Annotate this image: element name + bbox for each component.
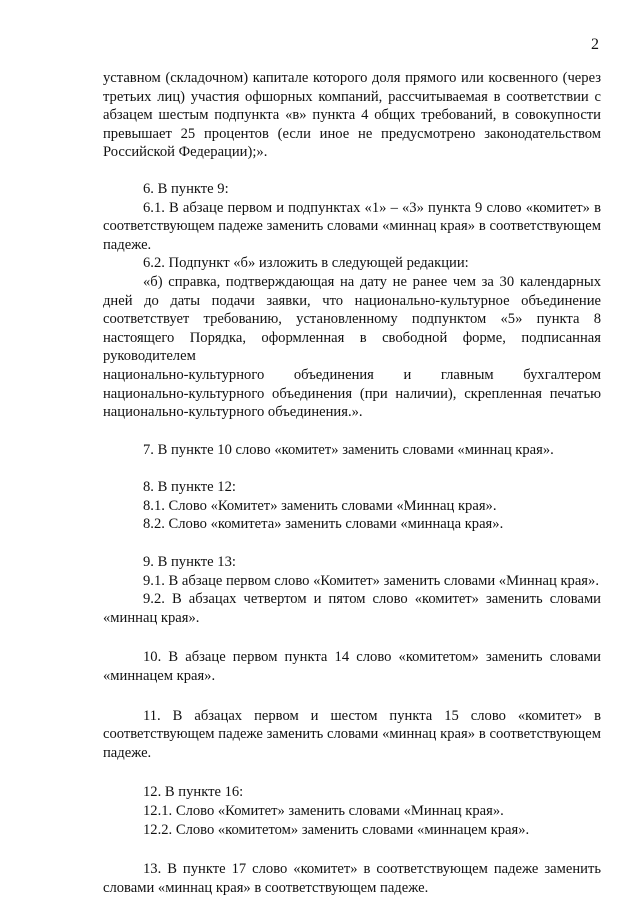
- paragraph-item-8-2: 8.2. Слово «комитета» заменить словами «миннаца края».: [143, 516, 504, 533]
- paragraph-item-6-1: 6.1. В абзаце первом и подпунктах «1» – «3» пункта 9 слово «комитет» в соответствующем падеже заменить словами «миннац края» в соответствующем падеже.: [103, 199, 601, 253]
- paragraph-item-7: 7. В пункте 10 слово «комитет» заменить словами «миннац края».: [143, 441, 554, 458]
- paragraph-item-12: 12. В пункте 16:: [143, 784, 244, 801]
- paragraph-item-6: 6. В пункте 9:: [143, 180, 229, 197]
- paragraph-item-13: 13. В пункте 17 слово «комитет» в соответствующем падеже заменить словами «миннац края» в соответствующем падеже.: [103, 861, 601, 896]
- paragraph-item-8-1: 8.1. Слово «Комитет» заменить словами «Миннац края».: [143, 497, 497, 514]
- page-number: 2: [591, 36, 599, 53]
- paragraph-item-6-2-text-signers: национально-культурного объединения и главным бухгалтером: [103, 366, 601, 383]
- paragraph-item-10: 10. В абзаце первом пункта 14 слово «комитетом» заменить словами «миннацем края».: [103, 649, 601, 685]
- document-body: [103, 69, 601, 897]
- paragraph-continuation: уставном (складочном) капитале которого доля прямого или косвенного (через третьих лиц) участия офшорных компаний, рассчитываемая в соответствии с абзацем шестым подпункта «в» пункта 4 общих требований, в совокупности превышает 25 процентов (если иное не предусмотрено законодательством Российской Федерации);».: [103, 70, 601, 161]
- paragraph-item-9: 9. В пункте 13:: [143, 554, 236, 571]
- paragraph-item-8: 8. В пункте 12:: [143, 479, 236, 496]
- paragraph-item-6-2: 6.2. Подпункт «б» изложить в следующей редакции:: [143, 255, 469, 272]
- paragraph-item-9-1: 9.1. В абзаце первом слово «Комитет» заменить словами «Миннац края».: [143, 572, 599, 589]
- paragraph-item-9-2: 9.2. В абзацах четвертом и пятом слово «комитет» заменить словами «миннац края».: [103, 591, 601, 626]
- paragraph-item-12-1: 12.1. Слово «Комитет» заменить словами «Миннац края».: [143, 803, 504, 819]
- paragraph-item-6-2-text: «б) справка, подтверждающая на дату не ранее чем за 30 календарных дней до даты подачи заявки, что национально-культурное объединение соответствует требованию, установленному подпунктом «5» пункта 8 настоящего Порядка, оформленная в свободной форме, подписанная руководителем: [103, 273, 601, 365]
- paragraph-item-6-2-text-end: национально-культурного объединения (при наличии), скрепленная печатью национально-культурного объединения.».: [103, 385, 601, 421]
- paragraph-item-11: 11. В абзацах первом и шестом пункта 15 слово «комитет» в соответствующем падеже заменить словами «миннац края» в соответствующем падеже.: [103, 707, 601, 761]
- paragraph-item-12-2: 12.2. Слово «комитетом» заменить словами «миннацем края».: [143, 821, 530, 838]
